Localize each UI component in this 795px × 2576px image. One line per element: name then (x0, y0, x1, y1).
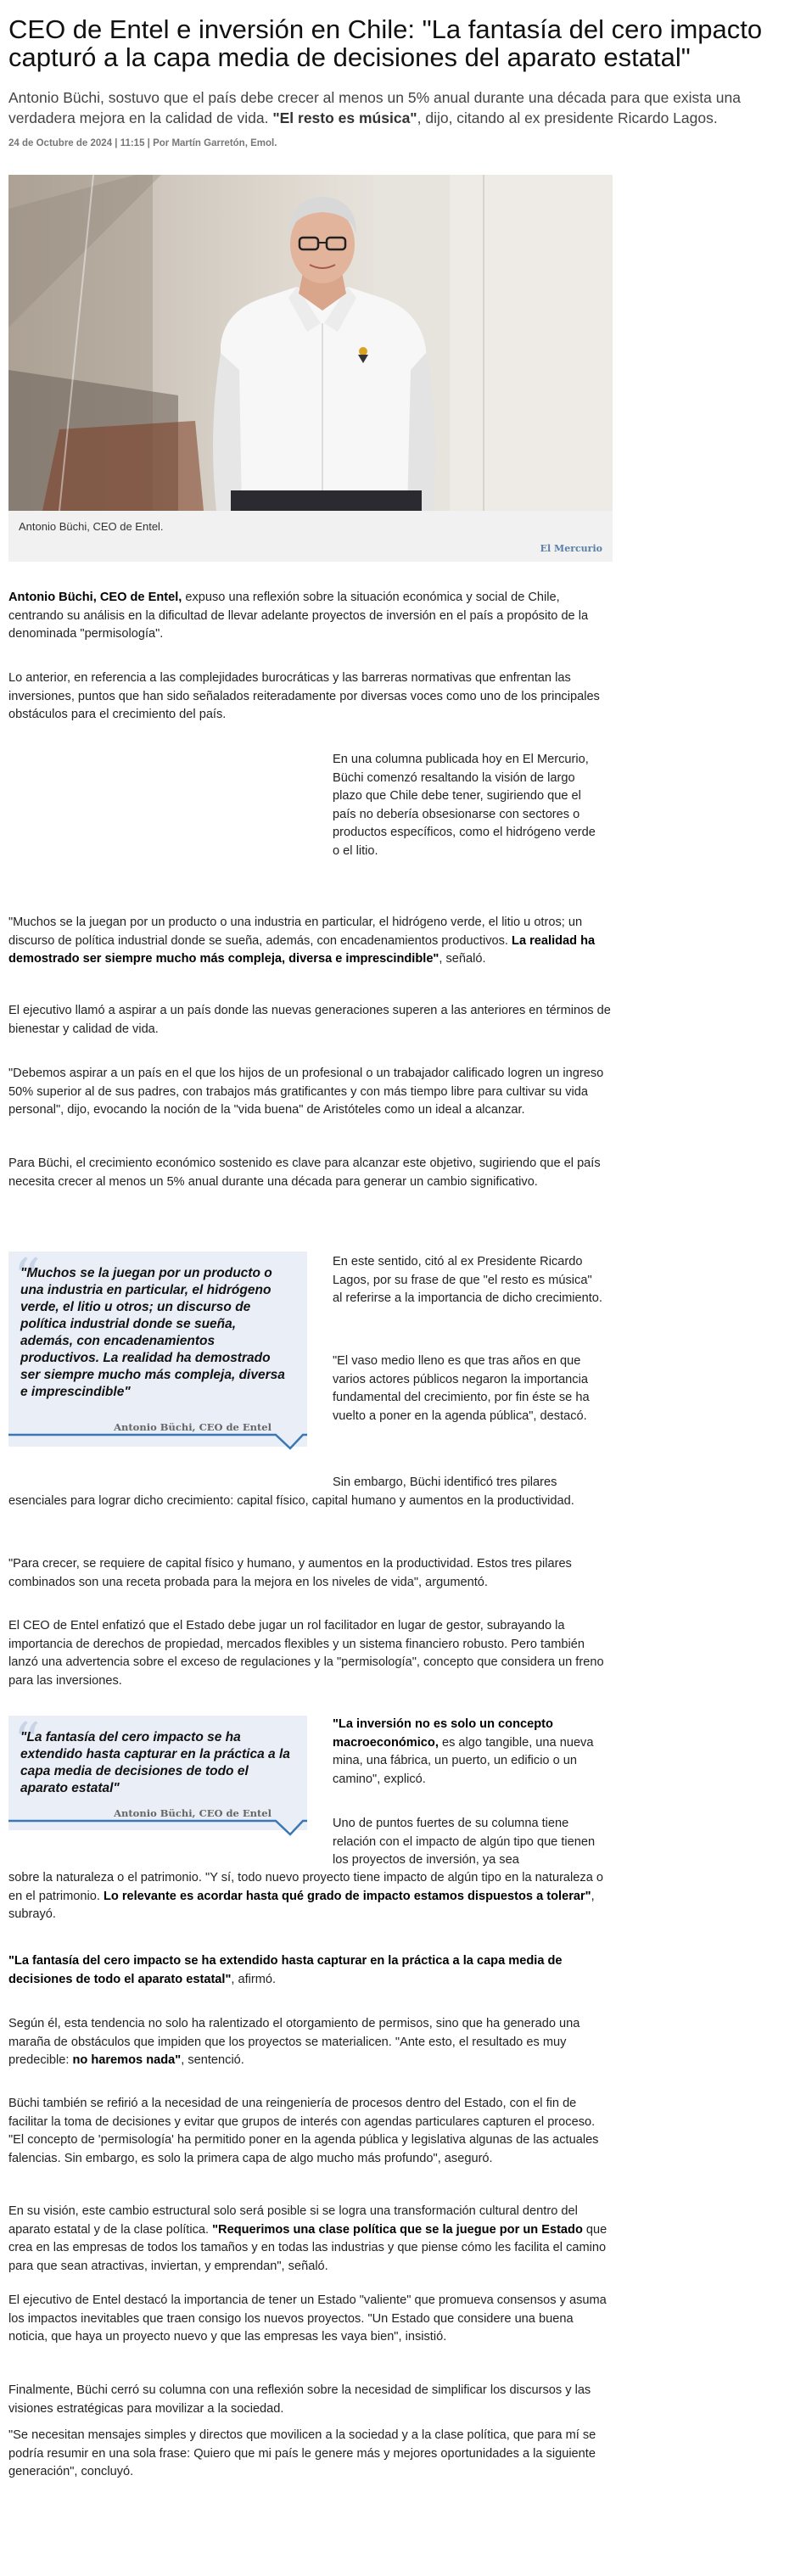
quote-mark-icon: “ (14, 1711, 41, 1772)
paragraph: Uno de puntos fuertes de su columna tiene relación con el impacto de algún tipo que tienen los proyectos de inversión, ya sea (333, 1817, 596, 1867)
lead-end: , dijo, citando al ex presidente Ricardo Lagos. (417, 109, 718, 126)
paragraph: En una columna publicada hoy en El Mercurio, Büchi comenzó resaltando la visión de largo plazo que Chile debe tener, sugiriendo que el país no debería obsesionarse con sectores o productos específicos, como el hidrógeno verde o el litio. (333, 753, 596, 858)
portrait-photo[interactable] (8, 175, 613, 511)
lead-bold: "El resto es música" (272, 109, 417, 126)
paragraph: "Debemos aspirar a un país en el que los hijos de un profesional o un trabajador calificado logren un ingreso 50% superior al de sus padres, con trabajos más gratificantes y con más tiempo libre para cultivar su vida personal", dijo, evocando la noción de la "vida buena" de Aristóteles como un ideal a alcanzar. (8, 1067, 604, 1117)
pull-quote (8, 1246, 307, 1447)
paragraph-text: expuso una reflexión sobre la situación económica y social de Chile, centrando su análisis en la dificultad de llevar adelante proyectos de inversión en el país a propósito de la denominada "permisología". (8, 591, 589, 641)
paragraph-end: , afirmó. (231, 1972, 277, 1986)
paragraph: Sin embargo, Büchi identificó tres pilares (333, 1476, 557, 1489)
quote-pointer-icon (8, 1433, 307, 1450)
paragraph: "El vaso medio lleno es que tras años en que varios actores públicos negaron la importancia fundamental del crecimiento, por fin éste se ha vuelto a poner en la agenda pública", destacó. (333, 1354, 590, 1423)
paragraph: Para Büchi, el crecimiento económico sostenido es clave para alcanzar este objetivo, sugiriendo que el país necesita crecer al menos un 5% anual durante una década para generar un cambio significativo. (8, 1156, 601, 1189)
paragraph-text: "Muchos se la juegan por un producto o una industria en particular, el hidrógeno verde, el litio u otros; un discurso de política industrial donde se sueña, además, con encadenamientos productivos. (8, 916, 583, 948)
paragraph-text: es algo tangible, una nueva mina, una fábrica, un puerto, un edificio o un camino", explicó. (333, 1735, 594, 1786)
paragraph-end: , subrayó. (8, 1889, 595, 1921)
paragraph: Lo anterior, en referencia a las complejidades burocráticas y las barreras normativas que enfrentan las inversiones, puntos que han sido señalados reiteradamente por diversas voces como uno de los principales obstáculos para el crecimiento del país. (8, 671, 600, 721)
paragraph: Büchi también se refirió a la necesidad de una reingeniería de procesos dentro del Estado, con el fin de facilitar la toma de decisiones y evitar que grupos de interés con agendas particulares capturen el proceso. "El concepto de 'permisología' ha permitido poner en la agenda pública y legislativa algunas de las actuales falencias. Sin embargo, es solo la primera capa de algo mucho más profundo", aseguró. (8, 2097, 599, 2165)
paragraph (8, 1952, 613, 1989)
headline: CEO de Entel e inversión en Chile: "La fantasía del cero impacto capturó a la capa media de decisiones del aparato estatal" (8, 14, 763, 72)
paragraph-end: , señaló. (439, 952, 486, 966)
pull-quote (8, 1711, 307, 1830)
quote-mark-icon: “ (14, 1246, 41, 1308)
paragraph (8, 914, 613, 969)
pull-quote-author: Antonio Büchi, CEO de Entel (114, 1421, 272, 1433)
paragraph-bold: Lo relevante es acordar hasta qué grado de impacto estamos dispuestos a tolerar" (103, 1889, 591, 1903)
paragraph (8, 589, 613, 644)
photo-credit: El Mercurio (540, 543, 602, 554)
paragraph-bold: "La inversión no es solo un concepto macroeconómico, (333, 1717, 553, 1750)
paragraph: "Para crecer, se requiere de capital físico y humano, y aumentos en la productividad. Estos tres pilares combinados son una receta probada para la mejora en los niveles de vida", argumentó. (8, 1557, 572, 1589)
lead-paragraph (8, 87, 776, 128)
paragraph-bold: "Requerimos una clase política que se la juegue por un Estado (212, 2222, 583, 2237)
pull-quote-author: Antonio Büchi, CEO de Entel (114, 1807, 272, 1819)
paragraph: esenciales para lograr dicho crecimiento: capital físico, capital humano y aumentos en la productividad. (8, 1494, 574, 1508)
paragraph: El ejecutivo llamó a aspirar a un país donde las nuevas generaciones superen a las anteriores en términos de bienestar y calidad de vida. (8, 1004, 611, 1036)
pull-quote-text: "Muchos se la juegan por un producto o una industria en particular, el hidrógeno verde, el litio u otros; un discurso de política industrial donde se sueña, además, con encadenamientos productivos. La realidad ha demostrado ser siempre mucho más compleja, diversa e imprescindible" (20, 1266, 285, 1399)
paragraph-bold: no haremos nada" (72, 2053, 182, 2067)
photo-caption: Antonio Büchi, CEO de Entel. (19, 520, 164, 533)
paragraph: El CEO de Entel enfatizó que el Estado debe jugar un rol facilitador en lugar de gestor, subrayando la importancia de derechos de propiedad, mercados flexibles y un sistema financiero robusto. Pero también lanzó una advertencia sobre el exceso de regulaciones y la "permisología", concepto que considera un freno para las inversiones. (8, 1619, 604, 1688)
paragraph: El ejecutivo de Entel destacó la importancia de tener un Estado "valiente" que promueva consensos y asuma los impactos inevitables que traen consigo los nuevos proyectos. "Un Estado que considere una buena noticia, que haya un proyecto nuevo y que las empresas les vaya bien", insistió. (8, 2293, 607, 2344)
paragraph-text: En su visión, este cambio estructural solo será posible si se logra una transformación cultural dentro del aparato estatal y de la clase política. (8, 2204, 578, 2237)
paragraph (8, 1869, 613, 1924)
paragraph-bold: Antonio Büchi, CEO de Entel, (8, 591, 182, 604)
paragraph-end: , sentenció. (181, 2053, 244, 2067)
paragraph-text: sobre la naturaleza o el patrimonio. "Y sí, todo nuevo proyecto tiene impacto de algún tipo en la naturaleza o en el patrimonio. (8, 1871, 603, 1903)
paragraph: Finalmente, Büchi cerró su columna con una reflexión sobre la necesidad de simplificar los discursos y las visiones estratégicas para movilizar a la sociedad. (8, 2383, 591, 2416)
pull-quote-text: "La fantasía del cero impacto se ha extendido hasta capturar en la práctica a la capa media de decisiones de todo el aparato estatal" (20, 1730, 290, 1795)
paragraph-text: Según él, esta tendencia no solo ha ralentizado el otorgamiento de permisos, sino que ha generado una maraña de obstáculos que impiden que los proyectos se materialicen. "Ante esto, el resultado es muy predecible: (8, 2017, 580, 2067)
main-figure (8, 175, 613, 562)
paragraph-bold: La realidad ha demostrado ser siempre mucho más compleja, diversa e imprescindible" (8, 933, 596, 966)
byline: 24 de Octubre de 2024 | 11:15 | Por Martín Garretón, Emol. (8, 138, 277, 148)
paragraph (333, 1716, 604, 1789)
paragraph-end: que crea en las empresas de todos los tamaños y en todas las industrias y que piense cómo les facilita el camino para que sean atractivas, inviertan, y emprendan", señaló. (8, 2222, 607, 2273)
portrait-illustration (8, 175, 613, 511)
paragraph: En este sentido, citó al ex Presidente Ricardo Lagos, por su frase de que "el resto es música" al referirse a la importancia de dicho crecimiento. (333, 1255, 602, 1305)
paragraph (8, 2015, 613, 2070)
paragraph (8, 2203, 613, 2276)
paragraph: "Se necesitan mensajes simples y directos que movilicen a la sociedad y a la clase política, que para mí se podría resumir en una sola frase: Quiero que mi país le genere más y mejores oportunidades a la siguiente generación", concluyó. (8, 2428, 596, 2478)
paragraph-bold: "La fantasía del cero impacto se ha extendido hasta capturar en la práctica a la capa media de decisiones de todo el aparato estatal" (8, 1954, 563, 1986)
lead-text: Antonio Büchi, sostuvo que el país debe crecer al menos un 5% anual durante una década para que exista una verdadera mejora en la calidad de vida. (8, 89, 741, 126)
quote-pointer-icon (8, 1819, 307, 1836)
